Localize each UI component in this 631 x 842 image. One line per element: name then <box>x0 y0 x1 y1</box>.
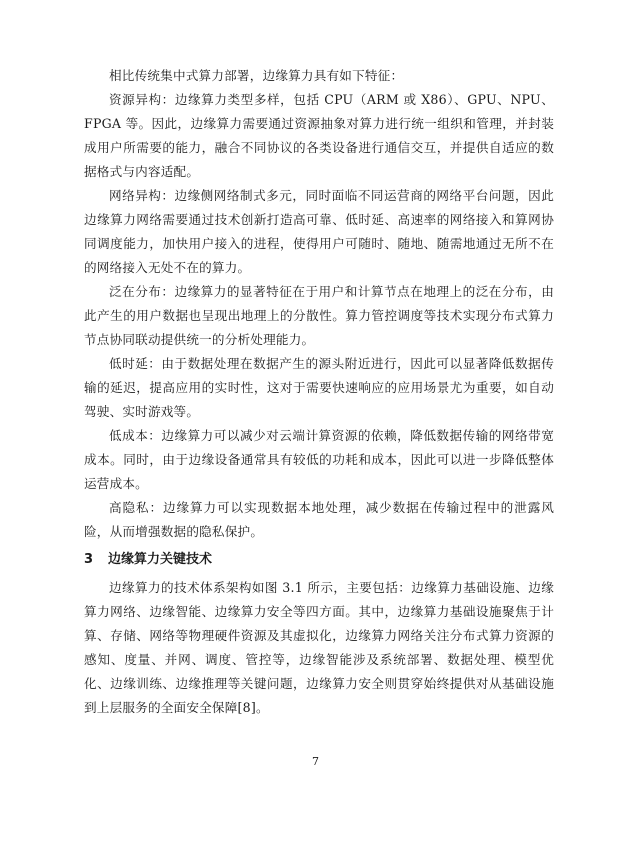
section-title: 边缘算力关键技术 <box>108 552 213 567</box>
section-body-paragraph: 边缘算力的技术体系架构如图 3.1 所示，主要包括：边缘算力基础设施、边缘算力网络、边缘智能、边缘算力安全等四方面。其中，边缘算力基础设施聚焦于计算、存储、网络等物理硬件资源及其虚拟化，边缘算力网络关注分布式算力资源的感知、度量、并网、调度、管控等，边缘智能涉及系统部署、数据处理、模型优化、边缘训练、边缘推理等关键问题，边缘算力安全则贯穿始终提供对从基础设施到上层服务的全面安全保障[8]。 <box>84 580 554 715</box>
feature-paragraph-low-cost: 低成本：边缘算力可以减少对云端计算资源的依赖，降低数据传输的网络带宽成本。同时，由于边缘设备通常具有较低的功耗和成本，因此可以进一步降低整体运营成本。 <box>84 428 554 491</box>
feature-paragraph-network-heterogeneity: 网络异构：边缘侧网络制式多元，同时面临不同运营商的网络平台问题，因此边缘算力网络需要通过技术创新打造高可靠、低时延、高速率的网络接入和算网协同调度能力，加快用户接入的进程，使得用户可随时、随地、随需地通过无所不在的网络接入无处不在的算力。 <box>84 188 554 275</box>
feature-paragraph-low-latency: 低时延：由于数据处理在数据产生的源头附近进行，因此可以显著降低数据传输的延迟，提高应用的实时性，这对于需要快速响应的应用场景尤为重要，如自动驾驶、实时游戏等。 <box>84 356 554 419</box>
section-number: 3 <box>84 552 94 567</box>
intro-paragraph: 相比传统集中式算力部署，边缘算力具有如下特征： <box>109 68 404 83</box>
feature-paragraph-high-privacy: 高隐私：边缘算力可以实现数据本地处理，减少数据在传输过程中的泄露风险，从而增强数据的隐私保护。 <box>84 500 554 539</box>
feature-paragraph-resource-heterogeneity: 资源异构：边缘算力类型多样，包括 CPU（ARM 或 X86）、GPU、NPU、FPGA 等。因此，边缘算力需要通过资源抽象对算力进行统一组织和管理，并封装成用户所需要的能力，融合不同协议的各类设备进行通信交互，并提供自适应的数据格式与内容适配。 <box>84 92 554 179</box>
page-body <box>84 64 554 720</box>
page-number: 7 <box>312 755 319 768</box>
section-heading <box>84 548 554 572</box>
feature-paragraph-ubiquitous-distribution: 泛在分布：边缘算力的显著特征在于用户和计算节点在地理上的泛在分布，由此产生的用户数据也呈现出地理上的分散性。算力管控调度等技术实现分布式算力节点协同联动提供统一的分析处理能力。 <box>84 284 554 347</box>
